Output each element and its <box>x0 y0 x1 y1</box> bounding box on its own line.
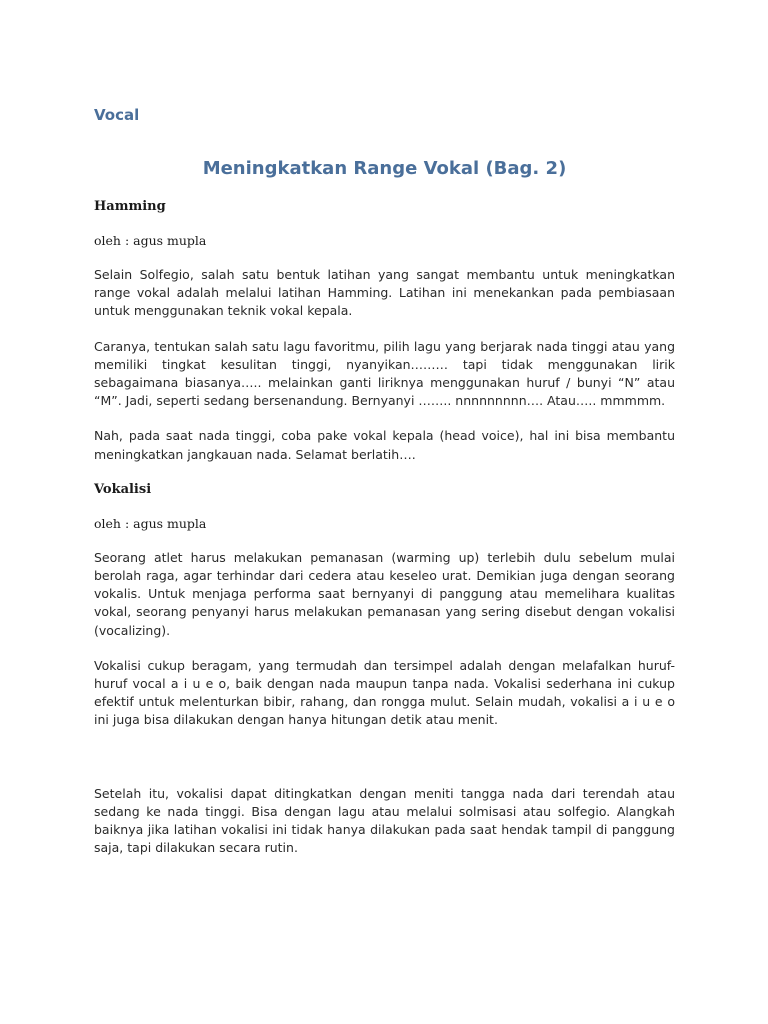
paragraph: Setelah itu, vokalisi dapat ditingkatkan dengan meniti tangga nada dari terendah atau sedang ke nada tinggi. Bisa dengan lagu atau melalui solmisasi atau solfegio. Alangkah baiknya jika latihan vokalisi ini tidak hanya dilakukan pada saat hendak tampil di panggung saja, tapi dilakukan secara rutin. <box>94 785 675 856</box>
paragraph: Caranya, tentukan salah satu lagu favoritmu, pilih lagu yang berjarak nada tinggi atau yang memiliki tingkat kesulitan tinggi, nyanyikan……… tapi tidak menggunakan lirik sebagaimana biasanya….. melainkan ganti liriknya menggunakan huruf / bunyi “N” atau “M”. Jadi, seperti sedang bersenandung. Bernyanyi …….. nnnnnnnnn…. Atau….. mmmmm. <box>94 338 675 409</box>
paragraph: Vokalisi cukup beragam, yang termudah dan tersimpel adalah dengan melafalkan huruf-huruf vocal a i u e o, baik dengan nada maupun tanpa nada. Vokalisi sederhana ini cukup efektif untuk melenturkan bibir, rahang, dan rongga mulut. Selain mudah, vokalisi a i u e o ini juga bisa dilakukan dengan hanya hitungan detik atau menit. <box>94 657 675 728</box>
paragraph: Selain Solfegio, salah satu bentuk latihan yang sangat membantu untuk meningkatkan range vokal adalah melalui latihan Hamming. Latihan ini menekankan pada pembiasaan untuk menggunakan teknik vokal kepala. <box>94 267 675 319</box>
paragraph: Seorang atlet harus melakukan pemanasan (warming up) terlebih dulu sebelum mulai berolah raga, agar terhindar dari cedera atau keseleo urat. Demikian juga dengan seorang vokalis. Untuk menjaga performa saat bernyanyi di panggung atau memelihara kualitas vokal, seorang penyanyi harus melakukan pemanasan yang sering disebut dengan vokalisi (vocalizing). <box>94 549 675 638</box>
byline-hamming: oleh : agus mupla <box>94 233 207 248</box>
document-content <box>94 104 675 874</box>
section-heading-hamming: Hamming <box>94 199 166 214</box>
page-title: Meningkatkan Range Vokal (Bag. 2) <box>202 158 567 179</box>
blank-space <box>94 747 675 785</box>
paragraph: Nah, pada saat nada tinggi, coba pake vokal kepala (head voice), hal ini bisa membantu meningkatkan jangkauan nada. Selamat berlatih…. <box>94 428 675 462</box>
category-label: Vocal <box>94 106 140 124</box>
section-heading-vokalisi: Vokalisi <box>94 481 152 497</box>
byline-vokalisi: oleh : agus mupla <box>94 515 207 531</box>
